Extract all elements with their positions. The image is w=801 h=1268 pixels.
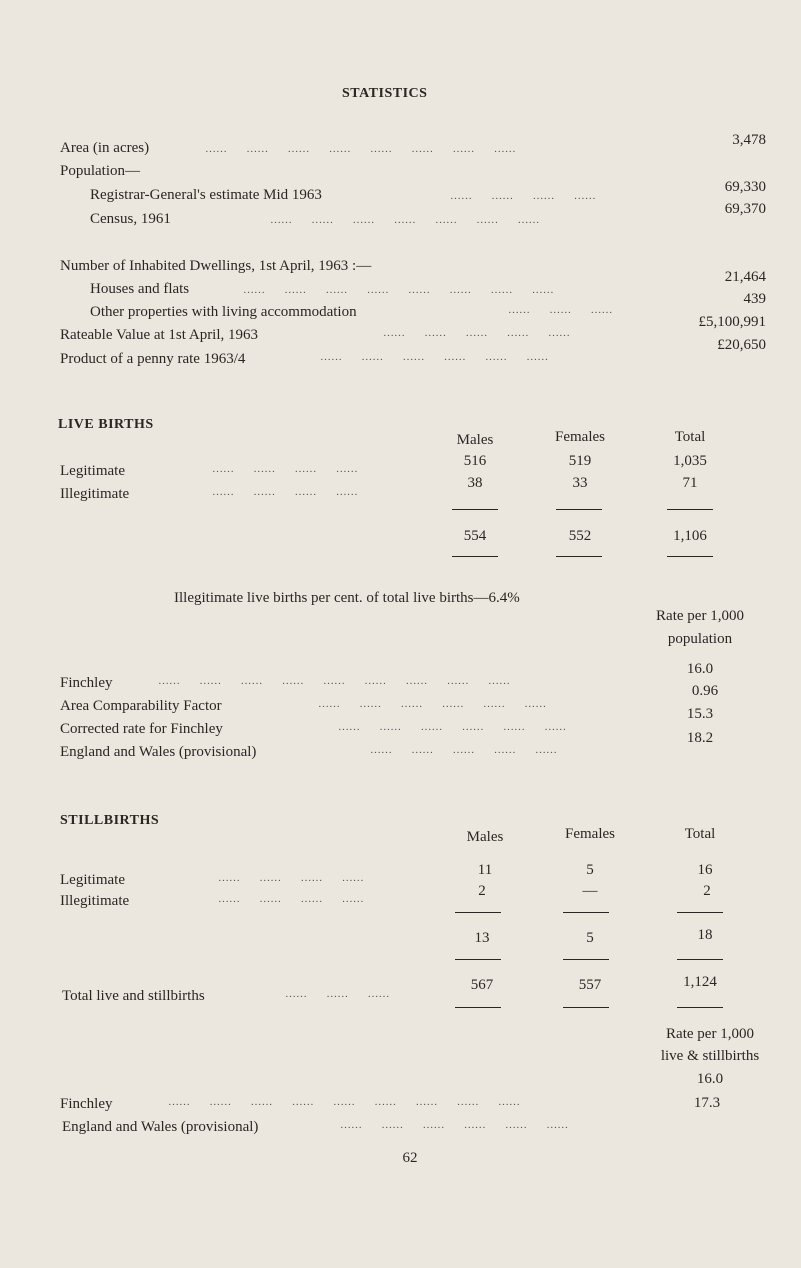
divider [452,509,498,510]
divider [677,1007,723,1008]
rate-value: 17.3 [693,1095,721,1111]
divider [455,1007,501,1008]
still-rate-header: Rate per 1,000 [666,1026,754,1042]
census-value: 69,370 [724,201,766,217]
leader-dots: …… …… …… …… …… …… …… …… [205,143,516,155]
rate-label: Finchley [60,1096,113,1112]
live-col-females: Females [555,429,605,445]
divider [667,509,713,510]
divider [667,556,713,557]
still-illegit-males: 2 [478,883,486,899]
live-legit-females: 519 [568,453,592,469]
leader-dots: …… …… …… …… [212,486,358,498]
leader-dots: …… …… …… …… …… [370,744,557,756]
still-legit-label: Legitimate [60,872,125,888]
live-legit-males: 516 [463,453,487,469]
still-illegit-total: 2 [703,883,711,899]
divider [455,912,501,913]
divider [455,959,501,960]
live-total-total: 1,106 [673,528,707,544]
leader-dots: …… …… …… …… …… [383,327,570,339]
reg-est-label: Registrar-General's estimate Mid 1963 [90,187,322,203]
still-col-total: Total [684,826,716,842]
divider [677,912,723,913]
divider [556,556,602,557]
leader-dots: …… …… …… …… …… …… [340,1119,569,1131]
area-value: 3,478 [732,132,766,148]
combined-males: 567 [470,977,494,993]
live-legit-total: 1,035 [673,453,707,469]
still-illegit-label: Illegitimate [60,893,130,909]
live-legit-label: Legitimate [60,463,125,479]
divider [556,509,602,510]
combined-label: Total live and stillbirths [62,988,205,1004]
live-illegit-females: 33 [572,475,588,491]
census-label: Census, 1961 [90,211,171,227]
leader-dots: …… …… …… …… …… …… …… …… [243,284,554,296]
stillbirths-heading: STILLBIRTHS [60,813,160,828]
leader-dots: …… …… …… …… [218,872,364,884]
area-label: Area (in acres) [60,140,150,156]
leader-dots: …… …… …… …… [212,463,358,475]
rate-label: England and Wales (provisional) [62,1119,259,1135]
still-col-females: Females [565,826,615,842]
divider [563,959,609,960]
illegit-percent-note: Illegitimate live births per cent. of total live births—6.4% [174,590,520,606]
rate-value: 0.96 [691,683,719,699]
rateable-label: Rateable Value at 1st April, 1963 [60,327,259,343]
still-illegit-females: — [582,883,598,899]
still-total-males: 13 [474,930,490,946]
leader-dots: …… …… …… [508,304,613,316]
rate-label: Area Comparability Factor [60,698,222,714]
population-label: Population— [60,163,141,179]
still-legit-total: 16 [697,862,713,878]
live-illegit-males: 38 [467,475,483,491]
rate-value: 18.2 [686,730,714,746]
reg-est-value: 69,330 [724,179,766,195]
rateable-value: £5,100,991 [698,314,766,330]
leader-dots: …… …… …… …… …… …… …… …… …… [158,675,510,687]
live-illegit-total: 71 [682,475,698,491]
still-total-females: 5 [586,930,594,946]
leader-dots: …… …… …… …… …… …… [320,351,549,363]
divider [677,959,723,960]
still-total-total: 18 [697,927,713,943]
still-col-males: Males [466,829,504,845]
live-illegit-label: Illegitimate [60,486,130,502]
rate-value: 16.0 [696,1071,724,1087]
dwellings-label: Number of Inhabited Dwellings, 1st April, 1963 :— [60,258,372,274]
live-total-males: 554 [463,528,487,544]
live-rate-header: Rate per 1,000 [656,608,744,624]
penny-value: £20,650 [717,337,766,353]
page-title: STATISTICS [342,86,428,101]
rate-label: England and Wales (provisional) [60,744,257,760]
combined-females: 557 [578,977,602,993]
leader-dots: …… …… …… …… [218,893,364,905]
still-rate-header: live & stillbirths [660,1048,760,1064]
houses-value: 21,464 [724,269,766,285]
divider [563,1007,609,1008]
still-legit-females: 5 [586,862,594,878]
live-rate-header: population [667,631,733,647]
live-births-heading: LIVE BIRTHS [58,417,154,432]
penny-label: Product of a penny rate 1963/4 [60,351,246,367]
leader-dots: …… …… …… …… …… …… [318,698,547,710]
other-value: 439 [743,291,766,307]
combined-total: 1,124 [683,974,717,990]
rate-value: 15.3 [686,706,714,722]
rate-value: 16.0 [686,661,714,677]
rate-label: Corrected rate for Finchley [60,721,223,737]
leader-dots: …… …… …… …… …… …… …… [270,214,540,226]
leader-dots: …… …… …… …… [450,190,596,202]
live-total-females: 552 [568,528,592,544]
divider [452,556,498,557]
live-col-total: Total [674,429,706,445]
leader-dots: …… …… …… [285,988,390,1000]
leader-dots: …… …… …… …… …… …… …… …… …… [168,1096,520,1108]
still-legit-males: 11 [477,862,493,878]
page-number: 62 [402,1150,418,1166]
leader-dots: …… …… …… …… …… …… [338,721,567,733]
rate-label: Finchley [60,675,113,691]
other-label: Other properties with living accommodation [90,304,357,320]
houses-label: Houses and flats [90,281,190,297]
divider [563,912,609,913]
live-col-males: Males [456,432,494,448]
